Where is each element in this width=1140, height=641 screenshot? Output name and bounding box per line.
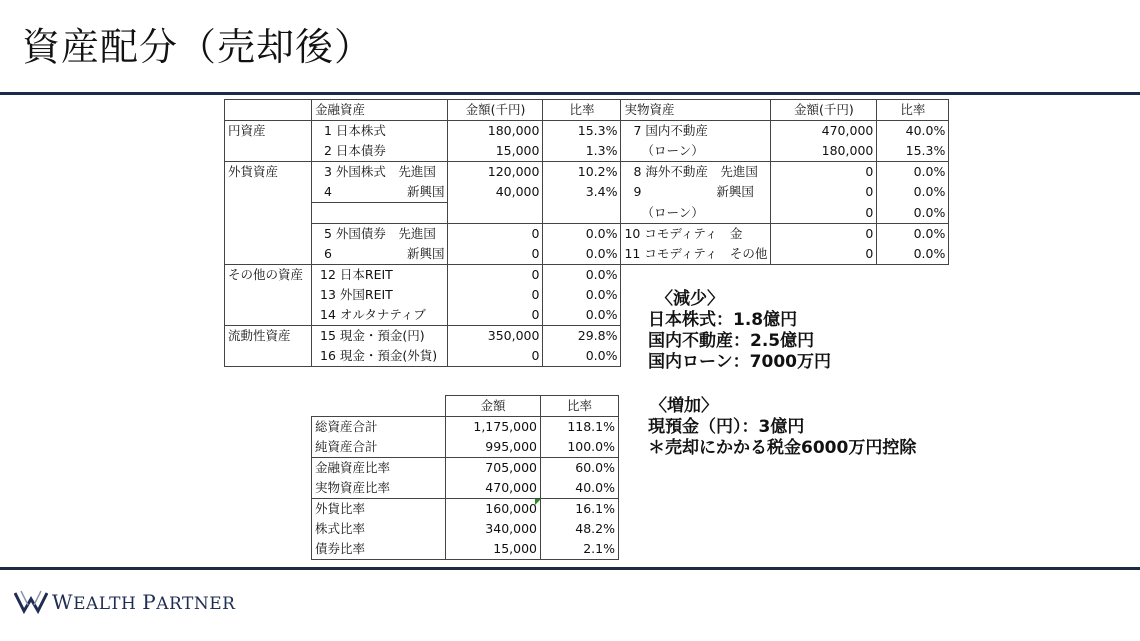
table-row	[225, 285, 949, 305]
real-amount-cell: 0	[771, 182, 877, 203]
ratio-cell: 0.0%	[543, 285, 621, 305]
real-asset-name-cell: 10 コモディティ 金	[621, 224, 771, 245]
summary-amount-cell: 705,000	[446, 458, 541, 479]
header-financial: 金融資産	[312, 100, 448, 121]
asset-name-cell: 16 現金・預金(外貨)	[312, 346, 448, 367]
category-cell	[225, 346, 312, 367]
table-row	[312, 519, 619, 539]
page-title: 資産配分（売却後）	[22, 25, 374, 69]
logo-text-part: EALTH	[73, 594, 143, 614]
summary-ratio-cell: 100.0%	[541, 437, 619, 458]
summary-amount-value: 160,000	[485, 501, 537, 516]
real-ratio-cell: 0.0%	[877, 203, 949, 224]
ratio-cell: 0.0%	[543, 244, 621, 265]
category-cell	[225, 182, 312, 203]
amount-cell: 0	[448, 244, 543, 265]
real-amount-cell: 0	[771, 244, 877, 265]
asset-name-cell: 2 日本債券	[312, 141, 448, 162]
summary-ratio-cell: 16.1%	[541, 499, 619, 520]
summary-amount-cell	[446, 499, 541, 520]
summary-amount-cell: 470,000	[446, 478, 541, 499]
ratio-cell	[543, 203, 621, 224]
table-row	[312, 478, 619, 499]
summary-ratio-cell: 2.1%	[541, 539, 619, 560]
category-cell	[225, 305, 312, 326]
asset-name-cell: 3 外国株式 先進国	[312, 162, 448, 183]
real-amount-cell: 180,000	[771, 141, 877, 162]
summary-ratio-cell: 60.0%	[541, 458, 619, 479]
asset-name-cell: 6 新興国	[312, 244, 448, 265]
logo-cap-p: P	[142, 590, 157, 614]
asset-name-cell: 15 現金・預金(円)	[312, 326, 448, 347]
ratio-cell: 0.0%	[543, 224, 621, 245]
header-amount: 金額(千円)	[448, 100, 543, 121]
amount-cell: 180,000	[448, 121, 543, 142]
category-cell	[225, 141, 312, 162]
real-asset-name-cell: 8 海外不動産 先進国	[621, 162, 771, 183]
summary-header-ratio: 比率	[541, 396, 619, 417]
wealth-partner-logo	[14, 589, 235, 615]
real-amount-cell: 0	[771, 224, 877, 245]
summary-amount-cell: 15,000	[446, 539, 541, 560]
header-rule	[0, 92, 1140, 95]
summary-ratio-cell: 48.2%	[541, 519, 619, 539]
logo-text-part: ARTNER	[156, 594, 236, 614]
increase-line: 現預金（円）：3億円	[648, 417, 805, 437]
summary-ratio-cell: 40.0%	[541, 478, 619, 499]
amount-cell: 40,000	[448, 182, 543, 203]
category-cell: 円資産	[225, 121, 312, 142]
table-row	[312, 499, 619, 520]
category-cell: その他の資産	[225, 265, 312, 286]
real-asset-name-cell: 7 国内不動産	[621, 121, 771, 142]
category-cell	[225, 285, 312, 305]
ratio-cell: 10.2%	[543, 162, 621, 183]
table-row	[225, 224, 949, 245]
table-row	[225, 141, 949, 162]
table-row	[312, 458, 619, 479]
real-asset-name-cell: （ローン）	[621, 203, 771, 224]
real-amount-cell: 470,000	[771, 121, 877, 142]
real-amount-cell: 0	[771, 203, 877, 224]
ratio-cell: 15.3%	[543, 121, 621, 142]
ratio-cell: 3.4%	[543, 182, 621, 203]
amount-cell: 0	[448, 285, 543, 305]
real-ratio-cell: 0.0%	[877, 224, 949, 245]
header-ratio: 比率	[543, 100, 621, 121]
decrease-notes	[648, 289, 831, 373]
real-asset-name-cell: 11 コモディティ その他	[621, 244, 771, 265]
ratio-cell: 0.0%	[543, 265, 621, 286]
category-cell	[225, 244, 312, 265]
summary-label-cell: 株式比率	[312, 519, 446, 539]
real-asset-name-cell: 9 新興国	[621, 182, 771, 203]
amount-cell: 0	[448, 224, 543, 245]
summary-label-cell: 総資産合計	[312, 417, 446, 438]
comment-marker-icon	[535, 499, 541, 505]
amount-cell: 0	[448, 305, 543, 326]
increase-title: 〈増加〉	[650, 396, 718, 416]
summary-label-cell: 実物資産比率	[312, 478, 446, 499]
summary-label-cell: 純資産合計	[312, 437, 446, 458]
category-cell: 流動性資産	[225, 326, 312, 347]
footer-rule	[0, 567, 1140, 570]
table-row	[225, 182, 949, 203]
summary-label-cell: 金融資産比率	[312, 458, 446, 479]
asset-name-cell: 12 日本REIT	[312, 265, 448, 286]
category-cell	[225, 203, 312, 224]
decrease-line: 国内ローン：7000万円	[648, 352, 831, 372]
amount-cell: 350,000	[448, 326, 543, 347]
amount-cell: 0	[448, 265, 543, 286]
summary-header-amount: 金額	[446, 396, 541, 417]
summary-table	[311, 395, 619, 560]
increase-line: ＊売却にかかる税金6000万円控除	[648, 438, 917, 458]
empty-cell	[621, 265, 949, 286]
summary-header-label	[312, 396, 446, 417]
asset-name-cell: 5 外国債券 先進国	[312, 224, 448, 245]
asset-name-cell: 13 外国REIT	[312, 285, 448, 305]
real-ratio-cell: 40.0%	[877, 121, 949, 142]
w-chevron-logo-icon	[14, 589, 48, 615]
asset-name-cell: 4 新興国	[312, 182, 448, 203]
ratio-cell: 0.0%	[543, 346, 621, 367]
logo-text	[52, 590, 235, 614]
table-row	[225, 162, 949, 183]
ratio-cell: 29.8%	[543, 326, 621, 347]
asset-name-cell	[312, 203, 448, 224]
table-row	[312, 417, 619, 438]
category-cell	[225, 224, 312, 245]
table-row	[225, 203, 949, 224]
asset-name-cell: 1 日本株式	[312, 121, 448, 142]
real-asset-name-cell: （ローン）	[621, 141, 771, 162]
table-row	[312, 437, 619, 458]
table-row	[225, 326, 949, 347]
real-ratio-cell: 0.0%	[877, 162, 949, 183]
amount-cell: 0	[448, 346, 543, 367]
decrease-line: 国内不動産：2.5億円	[648, 331, 815, 351]
table-row	[225, 244, 949, 265]
real-ratio-cell: 0.0%	[877, 182, 949, 203]
table-header-row	[225, 100, 949, 121]
table-row	[225, 346, 949, 367]
header-real-ratio: 比率	[877, 100, 949, 121]
table-row	[225, 305, 949, 326]
ratio-cell: 0.0%	[543, 305, 621, 326]
summary-header-row	[312, 396, 619, 417]
amount-cell	[448, 203, 543, 224]
summary-label-cell: 債券比率	[312, 539, 446, 560]
real-amount-cell: 0	[771, 162, 877, 183]
decrease-line: 日本株式：1.8億円	[648, 310, 798, 330]
table-row	[225, 265, 949, 286]
ratio-cell: 1.3%	[543, 141, 621, 162]
amount-cell: 15,000	[448, 141, 543, 162]
logo-cap-w: W	[52, 590, 74, 614]
decrease-title: 〈減少〉	[656, 289, 724, 309]
summary-amount-cell: 340,000	[446, 519, 541, 539]
header-real: 実物資産	[621, 100, 771, 121]
amount-cell: 120,000	[448, 162, 543, 183]
summary-amount-cell: 995,000	[446, 437, 541, 458]
table-row	[225, 121, 949, 142]
summary-label-cell: 外貨比率	[312, 499, 446, 520]
real-ratio-cell: 0.0%	[877, 244, 949, 265]
table-row	[312, 539, 619, 560]
summary-ratio-cell: 118.1%	[541, 417, 619, 438]
asset-name-cell: 14 オルタナティブ	[312, 305, 448, 326]
header-real-amount: 金額(千円)	[771, 100, 877, 121]
increase-notes	[648, 396, 916, 459]
allocation-table	[224, 99, 949, 367]
real-ratio-cell: 15.3%	[877, 141, 949, 162]
category-cell: 外貨資産	[225, 162, 312, 183]
summary-amount-cell: 1,175,000	[446, 417, 541, 438]
header-category	[225, 100, 312, 121]
